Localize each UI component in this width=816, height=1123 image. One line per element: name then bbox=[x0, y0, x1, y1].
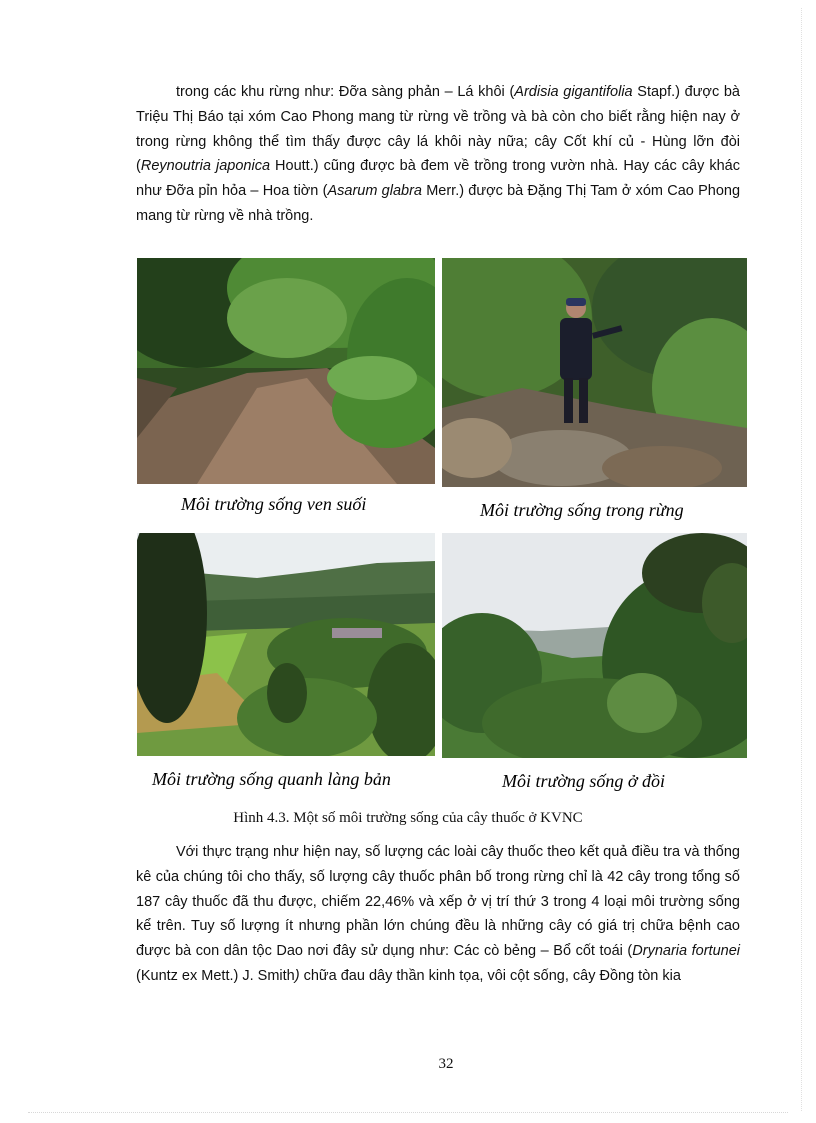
scientific-name: Reynoutria japonica bbox=[140, 158, 271, 175]
photo-caption: Môi trường sống quanh làng bản bbox=[152, 769, 391, 789]
photo-caption: Môi trường sống ở đồi bbox=[502, 771, 666, 791]
scientific-name: Asarum glabra bbox=[327, 183, 422, 200]
paragraph-text: Houtt.) cũng được bà đem về trồng trong vườn nhà. Hay các cây khác như Đỡa pỉn hỏa – Hoa tiờn ( bbox=[136, 158, 740, 200]
paragraph-text: Merr.) được bà Đặng Thị Tam ở xóm Cao Phong mang từ rừng về nhà trồng. bbox=[136, 183, 741, 224]
page-border-bottom bbox=[28, 1112, 788, 1113]
paragraph-text: Stapf.) được bà Triệu Thị Báo tại xóm Cao Phong mang từ rừng về trồng và bà còn cho biết rằng hiện nay ở trong rừng không thể tìm thấy được cây lá khôi này nữa; cây Cốt khí củ - Hùng lỡn đòi ( bbox=[136, 84, 740, 175]
body-paragraph-2 bbox=[136, 840, 740, 989]
body-paragraph-1 bbox=[136, 80, 740, 229]
photo-village-habitat bbox=[137, 533, 435, 756]
paragraph-text: (Kuntz ex Mett.) J. Smith bbox=[136, 967, 295, 984]
photo-stream-habitat bbox=[137, 258, 435, 484]
paragraph-text: ) bbox=[294, 967, 300, 984]
figure-caption: Hình 4.3. Một số môi trường sống của cây thuốc ở KVNC bbox=[233, 810, 583, 826]
paragraph-text: chữa đau dây thần kinh tọa, vôi cột sống, cây Đồng tòn kia bbox=[299, 967, 681, 984]
photo-caption: Môi trường sống ven suối bbox=[181, 494, 367, 514]
photo-hill-habitat bbox=[442, 533, 747, 758]
paragraph-text: Với thực trạng như hiện nay, số lượng các loài cây thuốc theo kết quả điều tra và thống kê của chúng tôi cho thấy, số lượng cây thuốc phân bố trong rừng chỉ là 42 cây trong tổng số 187 cây thuốc đã thu được, chiếm 22,46% và xếp ở vị trí thứ 3 trong 4 loại môi trường sống kể trên. Tuy số lượng ít nhưng phần lớn chúng đều là những cây có giá trị chữa bệnh cao được bà con dân tộc Dao nơi đây sử dụng như: Các cò bẻng – Bổ cốt toái ( bbox=[136, 844, 740, 960]
photo-forest-habitat bbox=[442, 258, 747, 487]
page-number: 32 bbox=[438, 1056, 454, 1072]
scientific-name: Ardisia gigantifolia bbox=[514, 84, 633, 100]
page-border-right bbox=[801, 8, 802, 1111]
scientific-name: Drynaria fortunei bbox=[632, 943, 740, 960]
photo-caption: Môi trường sống trong rừng bbox=[480, 500, 684, 520]
paragraph-text: trong các khu rừng như: Đỡa sàng phản – Lá khôi ( bbox=[176, 84, 515, 100]
